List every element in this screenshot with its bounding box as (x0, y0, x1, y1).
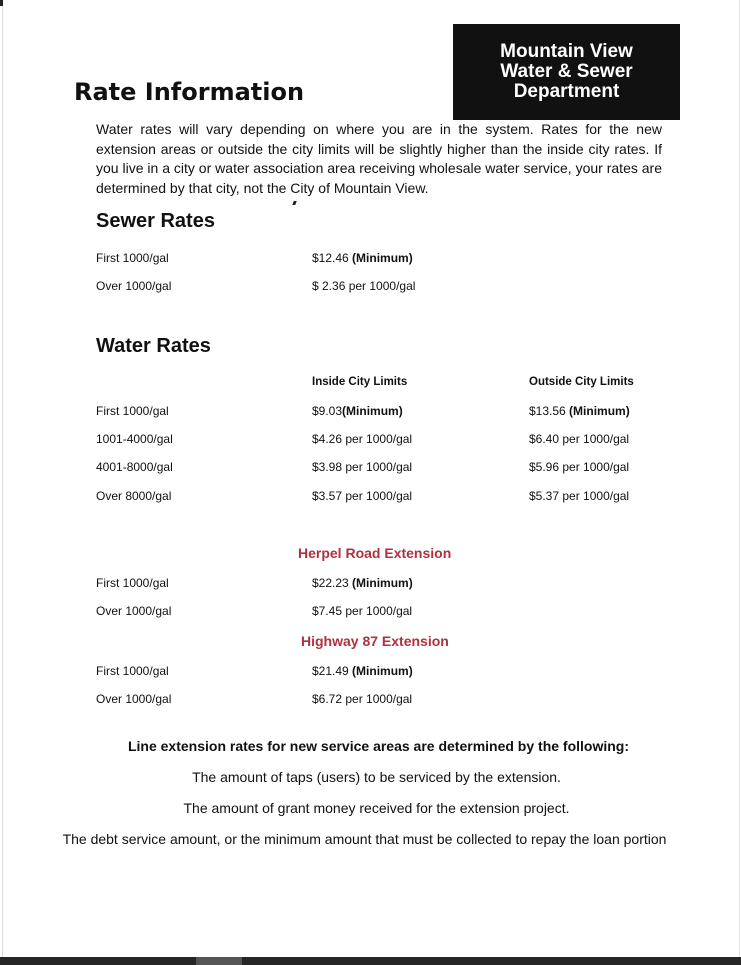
intro-paragraph: Water rates will vary depending on where you are in the system. Rates for the new extension areas or outside the city limits will be slightly higher than the inside city rates. If you live in a city or water association area receiving wholesale water service, your rates are determined by that city, not the City of Mountain View. (96, 121, 662, 196)
department-title-line2: Water & Sewer (500, 61, 633, 82)
herpel-row-label: Over 1000/gal (96, 604, 172, 618)
highway-row-rate: $21.49 (Minimum) (312, 664, 413, 678)
water-row-label: Over 8000/gal (96, 489, 172, 503)
herpel-road-extension-heading: Herpel Road Extension (298, 545, 452, 561)
department-title-box (453, 24, 680, 120)
col-header-inside: Inside City Limits (312, 376, 408, 388)
herpel-row-label: First 1000/gal (96, 576, 169, 590)
sewer-rates-heading: Sewer Rates (96, 210, 215, 232)
highway-row-label: Over 1000/gal (96, 692, 172, 706)
water-rates-heading: Water Rates (96, 335, 211, 357)
sewer-row-rate: $ 2.36 per 1000/gal (312, 279, 416, 293)
bottom-scan-bar-segment (196, 957, 242, 965)
line-extension-item: The amount of grant money received for the extension project. (183, 800, 570, 816)
water-row-label: 1001-4000/gal (96, 432, 173, 446)
herpel-row-rate: $7.45 per 1000/gal (312, 604, 413, 618)
herpel-row-rate: $22.23 (Minimum) (312, 576, 413, 590)
sewer-row-label: First 1000/gal (96, 251, 169, 265)
water-row-label: 4001-8000/gal (96, 460, 173, 474)
highway-87-extension-heading: Highway 87 Extension (301, 633, 449, 649)
water-outside-rate: $5.37 per 1000/gal (529, 489, 630, 503)
water-row-label: First 1000/gal (96, 404, 169, 418)
sewer-row-rate: $12.46 (Minimum) (312, 251, 413, 265)
highway-row-label: First 1000/gal (96, 664, 169, 678)
water-inside-rate: $3.57 per 1000/gal (312, 489, 413, 503)
sewer-row-label: Over 1000/gal (96, 279, 172, 293)
water-inside-rate: $3.98 per 1000/gal (312, 460, 413, 474)
department-title-line3: Department (513, 81, 620, 102)
scan-mark (0, 0, 3, 6)
line-extension-item: The amount of taps (users) to be serviced by the extension. (192, 769, 561, 785)
water-inside-rate: $9.03(Minimum) (312, 404, 403, 418)
line-extension-heading: Line extension rates for new service areas are determined by the following: (127, 738, 630, 754)
water-inside-rate: $4.26 per 1000/gal (312, 432, 413, 446)
water-outside-rate: $5.96 per 1000/gal (529, 460, 630, 474)
page-title: Rate Information (74, 78, 305, 106)
department-title-line1: Mountain View (500, 41, 633, 62)
water-outside-rate: $13.56 (Minimum) (529, 404, 630, 418)
bottom-scan-bar (0, 957, 741, 965)
highway-row-rate: $6.72 per 1000/gal (312, 692, 413, 706)
col-header-outside: Outside City Limits (529, 376, 634, 388)
water-outside-rate: $6.40 per 1000/gal (529, 432, 630, 446)
line-extension-item: The debt service amount, or the minimum amount that must be collected to repay the loan portion (62, 831, 667, 847)
